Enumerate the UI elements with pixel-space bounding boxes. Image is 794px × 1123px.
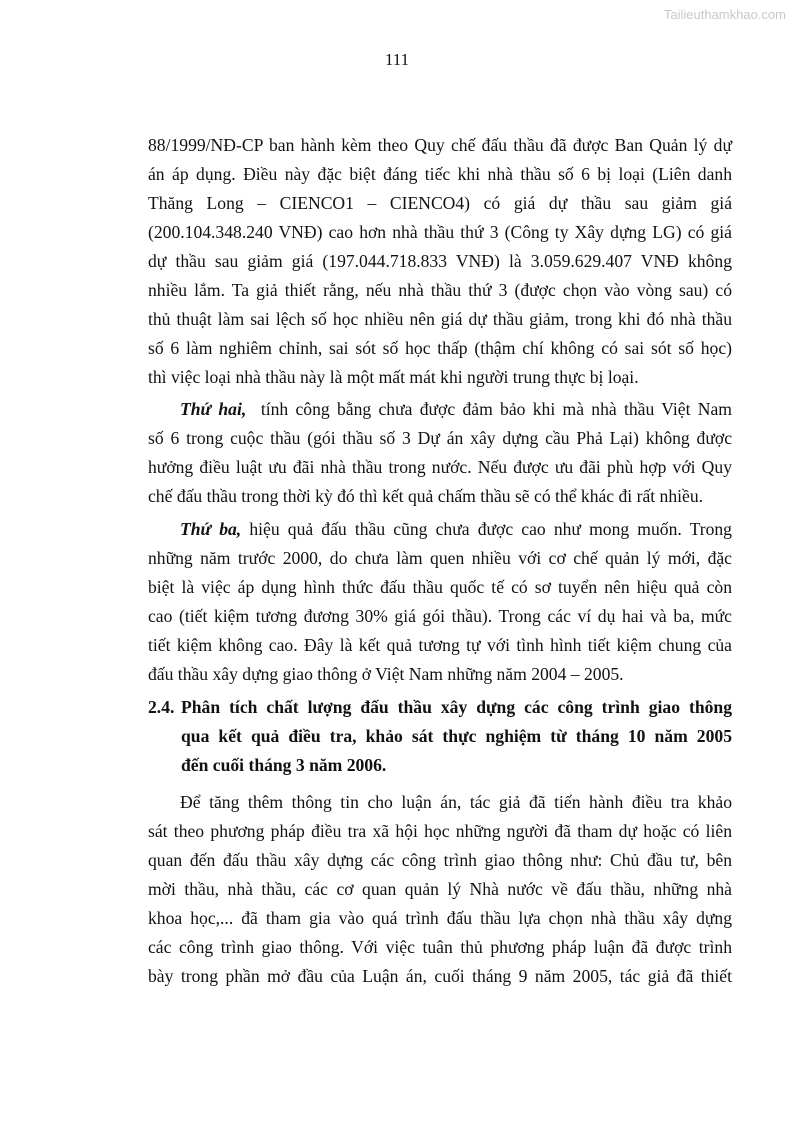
- text-span: hiệu quả đấu thầu cũng chưa được cao như mong muốn. Trong: [249, 519, 732, 539]
- text-line: quan đến đấu thầu xây dựng các công trình giao thông như: Chủ đầu tư, bên: [148, 850, 732, 870]
- text-line: biệt là việc áp dụng hình thức đấu thầu quốc tế có sơ tuyển nên hiệu quả còn: [148, 577, 732, 597]
- text-line: tiết kiệm không cao. Đây là kết quả tương tự với tình hình tiết kiệm chung của: [148, 635, 732, 655]
- text-line: án áp dụng. Điều này đặc biệt đáng tiếc khi nhà thầu số 6 bị loại (Liên danh: [148, 164, 732, 184]
- text-line: những năm trước 2000, do chưa làm quen nhiều với cơ chế quản lý mới, đặc: [148, 548, 732, 568]
- text-line: cao (tiết kiệm tương đương 30% giá gói thầu). Trong các ví dụ hai và ba, mức: [148, 606, 732, 626]
- text-line: nhiều lắm. Ta giả thiết rằng, nếu nhà thầu thứ 3 (được chọn vào vòng sau) có: [148, 280, 732, 300]
- text-line: sát theo phương pháp điều tra xã hội học những người đã tham dự hoặc có liên: [148, 821, 732, 841]
- text-line: số 6 làm nghiêm chỉnh, sai sót số học thấp (thậm chí không có sai sót số học): [148, 338, 732, 358]
- text-line: thì việc loại nhà thầu này là một mất mát khi người trung thực bị loại.: [148, 367, 639, 387]
- text-line: Để tăng thêm thông tin cho luận án, tác giả đã tiến hành điều tra khảo: [180, 792, 732, 812]
- heading-line: đến cuối tháng 3 năm 2006.: [181, 755, 387, 775]
- text-line: bày trong phần mở đầu của Luận án, cuối tháng 9 năm 2005, tác giả đã thiết: [148, 966, 732, 986]
- text-line: hưởng điều luật ưu đãi nhà thầu trong nước. Nếu được ưu đãi phù hợp với Quy: [148, 457, 732, 477]
- text-line: (200.104.348.240 VNĐ) cao hơn nhà thầu thứ 3 (Công ty Xây dựng LG) có giá: [148, 222, 732, 242]
- lead-phrase: Thứ ba,: [180, 519, 242, 539]
- page-number: 111: [384, 50, 410, 69]
- text-line: chế đấu thầu trong thời kỳ đó thì kết quả chấm thầu sẽ có thể khác đi rất nhiều.: [148, 486, 704, 506]
- text-span: tính công bằng chưa được đảm bảo khi mà nhà thầu Việt Nam: [260, 399, 732, 419]
- text-line: [180, 518, 732, 540]
- text-line: khoa học,... đã tham gia vào quá trình đấu thầu lựa chọn nhà thầu xây dựng: [148, 908, 732, 928]
- section-number: 2.4.: [148, 697, 175, 717]
- text-line: các công trình giao thông. Với việc tuân thủ phương pháp luận đã được trình: [148, 937, 732, 957]
- watermark: Tailieuthamkhao.com: [663, 7, 786, 22]
- lead-phrase: Thứ hai,: [180, 399, 247, 419]
- text-line: dự thầu sau giảm giá (197.044.718.833 VNĐ) là 3.059.629.407 VNĐ không: [148, 251, 732, 271]
- text-line: Thăng Long – CIENCO1 – CIENCO4) có giá dự thầu sau giảm giá: [148, 193, 732, 213]
- text-line: đấu thầu xây dựng giao thông ở Việt Nam những năm 2004 – 2005.: [148, 664, 624, 684]
- heading-line: Phân tích chất lượng đấu thầu xây dựng các công trình giao thông: [181, 697, 732, 717]
- text-line: số 6 trong cuộc thầu (gói thầu số 3 Dự án xây dựng cầu Phả Lại) không được: [148, 428, 732, 448]
- heading-line: qua kết quả điều tra, khảo sát thực nghiệm từ tháng 10 năm 2005: [181, 726, 732, 746]
- text-line: mời thầu, nhà thầu, các cơ quan quản lý Nhà nước về đấu thầu, những nhà: [148, 879, 732, 899]
- text-line: [180, 398, 732, 420]
- text-line: thủ thuật làm sai lệch số học nhiều nên giá dự thầu giảm, trong khi đó nhà thầu: [148, 309, 732, 329]
- text-line: 88/1999/NĐ-CP ban hành kèm theo Quy chế đấu thầu đã được Ban Quản lý dự: [148, 135, 732, 155]
